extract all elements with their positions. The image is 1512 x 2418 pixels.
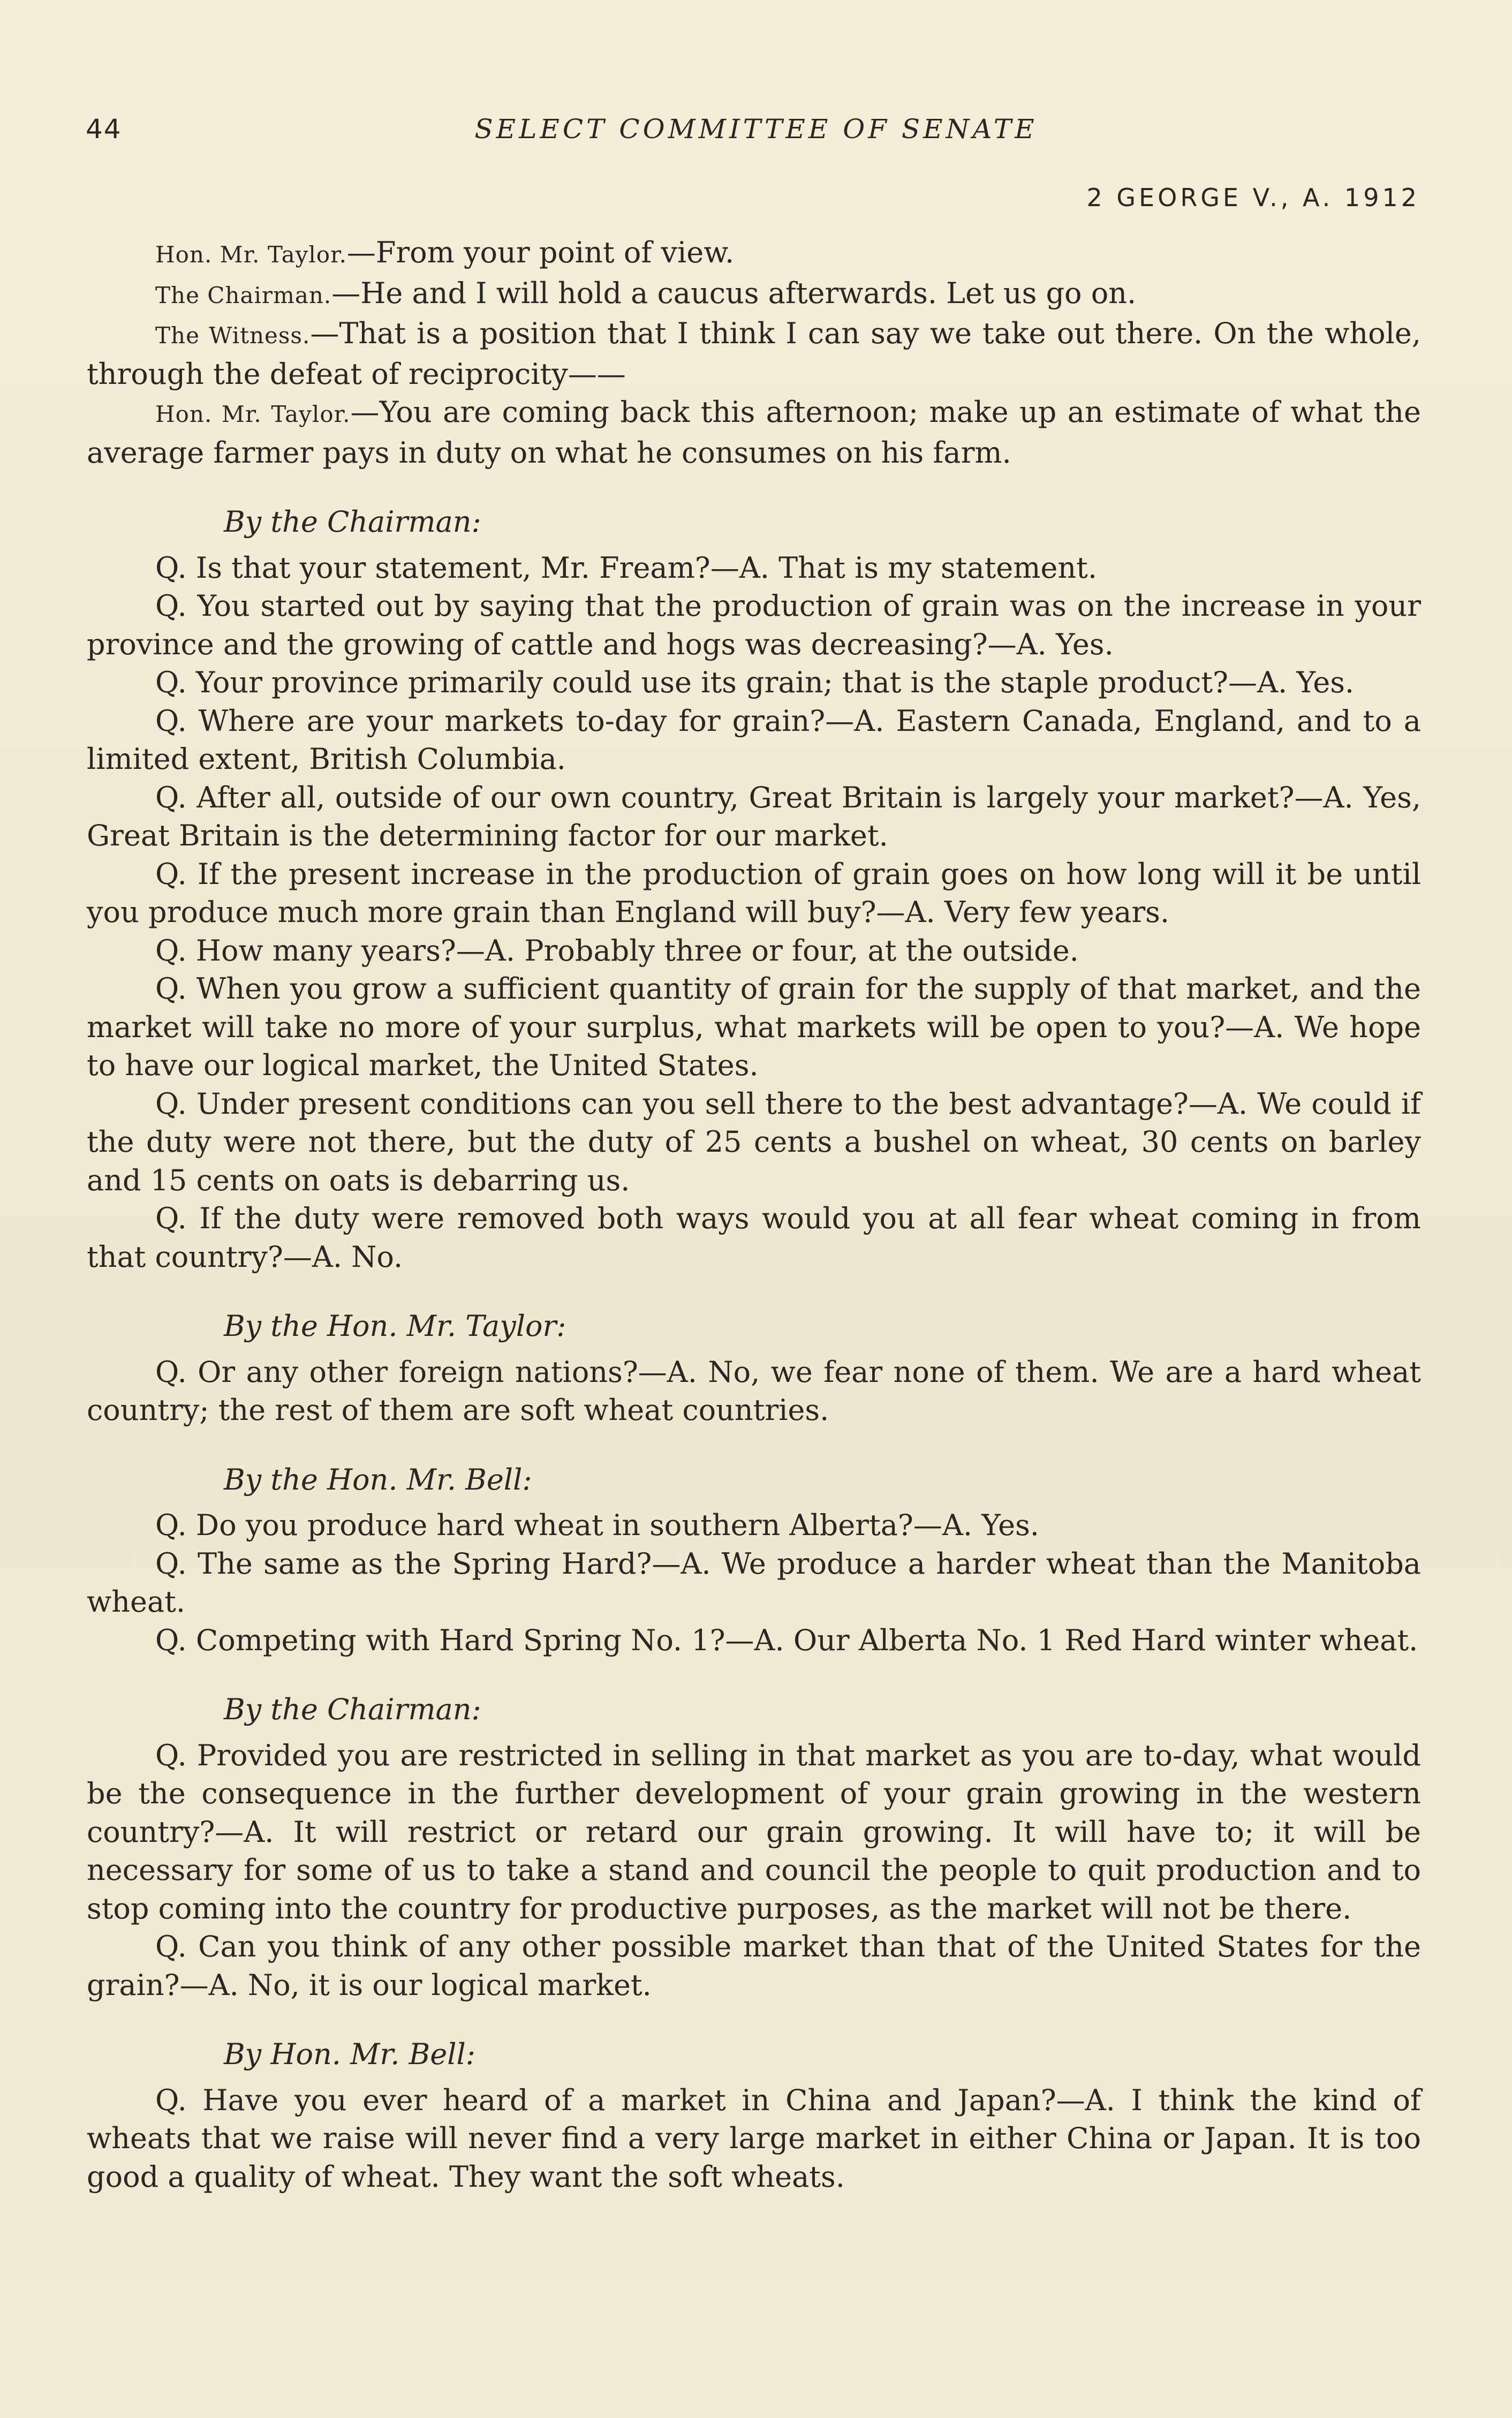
examiner-heading: By Hon. Mr. Bell: [224, 2037, 475, 2071]
speech-text: —You are coming back this afternoon; make up an estimate of what the average farmer pays in duty on what he consumes on his farm. [87, 395, 1422, 470]
question-answer: Q. When you grow a sufficient quantity of grain for the supply of that market, and the market will take no more of your surplus, what markets will be open to you?—A. We hope to have our logical market, the United States. [87, 972, 1421, 1082]
question-answer: Q. You started out by saying that the production of grain was on the increase in your province and the growing of cattle and hogs was decreasing?—A. Yes. [87, 589, 1421, 661]
page-number: 44 [86, 114, 122, 145]
speech-paragraph [87, 233, 1421, 274]
speech-paragraph [87, 393, 1421, 472]
examiner-heading: By the Hon. Mr. Bell: [224, 1462, 532, 1497]
page-header [86, 114, 1426, 151]
question-answer: Q. Is that your statement, Mr. Fream?—A. That is my statement. [155, 550, 1098, 585]
speech-text: —That is a position that I think I can say we take out there. On the whole, through the defeat of reciprocity—— [87, 316, 1421, 391]
speech-text: —From your point of view. [346, 236, 735, 269]
examiner-heading: By the Hon. Mr. Taylor: [224, 1309, 566, 1343]
question-answer: Q. Under present conditions can you sell there to the best advantage?—A. We could if the duty were not there, but the duty of 25 cents a bushel on wheat, 30 cents on barley and 15 cents on oats is debarring us. [87, 1086, 1421, 1197]
speaker-name: The Chairman. [155, 282, 332, 308]
speech-paragraph [87, 314, 1421, 393]
question-answer: Q. The same as the Spring Hard?—A. We produce a harder wheat than the Manitoba wheat. [87, 1546, 1421, 1619]
question-answer: Q. If the present increase in the production of grain goes on how long will it be until you produce much more grain than England will buy?—A. Very few years. [87, 857, 1421, 929]
question-answer: Q. Competing with Hard Spring No. 1?—A. Our Alberta No. 1 Red Hard winter wheat. [155, 1623, 1418, 1657]
speech-paragraph [87, 274, 1421, 315]
question-answer: Q. Do you produce hard wheat in southern Alberta?—A. Yes. [155, 1508, 1039, 1542]
running-head: SELECT COMMITTEE OF SENATE [474, 114, 1038, 145]
question-answer: Q. If the duty were removed both ways would you at all fear wheat coming in from that country?—A. No. [87, 1202, 1421, 1274]
transcript-body [87, 233, 1421, 2196]
speaker-name: The Witness. [155, 322, 311, 349]
question-answer: Q. Have you ever heard of a market in China and Japan?—A. I think the kind of wheats that we raise will never find a very large market in either China or Japan. It is too good a quality of wheat. They want the soft wheats. [87, 2083, 1421, 2194]
question-answer: Q. Or any other foreign nations?—A. No, we fear none of them. We are a hard wheat country; the rest of them are soft wheat countries. [87, 1355, 1421, 1427]
speaker-name: Hon. Mr. Taylor. [155, 241, 347, 268]
question-answer: Q. After all, outside of our own country, Great Britain is largely your market?—A. Yes, Great Britain is the determining factor for our market. [87, 780, 1421, 852]
speaker-name: Hon. Mr. Taylor. [155, 401, 351, 427]
session-line: 2 GEORGE V., A. 1912 [1086, 183, 1420, 212]
examiner-heading: By the Chairman: [224, 1692, 481, 1726]
question-answer: Q. Where are your markets to-day for grain?—A. Eastern Canada, England, and to a limited extent, British Columbia. [87, 704, 1421, 776]
question-answer: Q. How many years?—A. Probably three or four, at the outside. [155, 933, 1079, 968]
question-answer: Q. Can you think of any other possible market than that of the United States for the grain?—A. No, it is our logical market. [87, 1930, 1421, 2002]
speech-text: —He and I will hold a caucus afterwards. Let us go on. [331, 276, 1137, 310]
examiner-heading: By the Chairman: [224, 505, 481, 539]
question-answer: Q. Your province primarily could use its grain; that is the staple product?—A. Yes. [155, 666, 1355, 699]
question-answer: Q. Provided you are restricted in selling in that market as you are to-day, what would be the consequence in the further development of your grain growing in the western country?—A. It will restrict or retard our grain growing. It will have to; it will be necessary for some of us to take a stand and council the people to quit production and to stop coming into the country for productive purposes, as the market will not be there. [87, 1738, 1421, 1925]
